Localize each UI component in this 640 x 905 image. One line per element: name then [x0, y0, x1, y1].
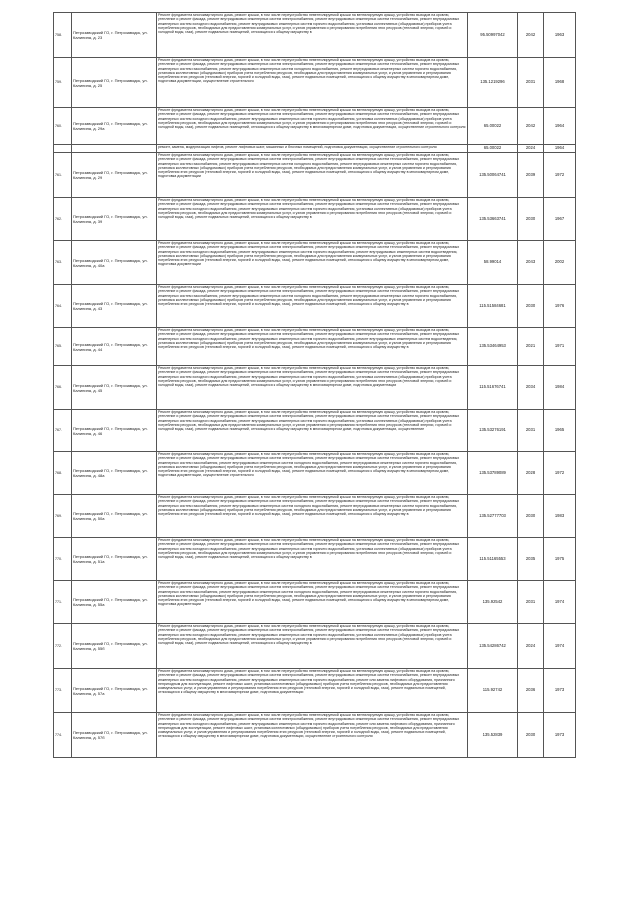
row-build-year: 1973 [544, 713, 576, 758]
row-cost: 115.51165553 [468, 538, 518, 581]
row-planned-year: 2030 [518, 285, 544, 328]
row-address: Петрозаводский ГО, г. Петрозаводск, ул. Калинина, д. 43 [72, 285, 157, 328]
row-address: Петрозаводский ГО, г. Петрозаводск, ул. Калинина, д. 40а [72, 241, 157, 285]
row-build-year: 1973 [544, 669, 576, 713]
table-row [54, 669, 576, 713]
row-cost: 135.53464953 [468, 328, 518, 366]
row-number [54, 145, 72, 153]
row-address: Петрозаводский ГО, г. Петрозаводск, ул. Калинина, д. 50а [72, 495, 157, 538]
row-planned-year: 2031 [518, 410, 544, 452]
row-build-year: 1974 [544, 581, 576, 624]
row-address: Петрозаводский ГО, г. Петрозаводск, ул. Калинина, д. 55б [72, 624, 157, 669]
row-cost: 95.50997042 [468, 13, 518, 58]
table-row [54, 495, 576, 538]
row-cost: 115.51676741 [468, 366, 518, 410]
row-build-year: 1974 [544, 624, 576, 669]
row-number: 761. [54, 153, 72, 198]
row-number: 760. [54, 108, 72, 145]
row-work-description: Ремонт фундамента многоквартирного дома, ремонт крыши, в том числе переустройство невентилируемой крыши на вентилируемую крышу, устройство выходов на кровлю, утепление и ремонт фасада, ремонт внутридомовых инженерных систем электроснабжения, ремонт внутридомовых инженерных систем теплоснабжения, ремонт внутридомовых инженерных систем холодного водоснабжения, ремонт внутридомовых инженерных систем горячего водоснабжения, установка коллективных (общедомовых) приборов учета потребления ресурсов, необходимых для предоставления коммунальных услуг, и узлов управления и регулирования потребления этих ресурсов (тепловой энергии, горячей и холодной воды, газа), ремонт подвальных помещений, относящихся к общему имуществу в [157, 198, 468, 241]
row-work-description: Ремонт фундамента многоквартирного дома, ремонт крыши, в том числе переустройство невентилируемой крыши на вентилируемую крышу, устройство выходов на кровлю, утепление и ремонт фасада, ремонт внутридомовых инженерных систем электроснабжения, ремонт внутридомовых инженерных систем теплоснабжения, ремонт внутридомовых инженерных систем холодного водоснабжения, ремонт внутридомовых инженерных систем горячего водоснабжения, ремонт или замена лифтового оборудования, признанного непригодным для эксплуатации, ремонт лифтовых шахт, установка коллективных (общедомовых) приборов учета потребления ресурсов, необходимых для предоставления коммунальных услуг, и узлов управления и регулирования потребления этих ресурсов (тепловой энергии, горячей и холодной воды, газа), ремонт подвальных помещений, относящихся к общему имуществу в многоквартирном доме, подготовка документации [157, 669, 468, 713]
table-row [54, 624, 576, 669]
row-build-year: 1968 [544, 58, 576, 108]
row-planned-year: 2024 [518, 624, 544, 669]
row-work-description: Ремонт фундамента многоквартирного дома, ремонт крыши, в том числе переустройство невентилируемой крыши на вентилируемую крышу, устройство выходов на кровлю, утепление и ремонт фасада, ремонт внутридомовых инженерных систем электроснабжения, ремонт внутридомовых инженерных систем теплоснабжения, ремонт внутридомовых инженерных систем холодного водоснабжения, ремонт внутридомовых инженерных систем горячего водоснабжения, установка коллективных (общедомовых) приборов учета потребления ресурсов, необходимых для предоставления коммунальных услуг, и узлов управления и регулирования потребления этих ресурсов (тепловой энергии, горячей и холодной воды, газа), ремонт подвальных помещений, относящихся к общему имуществу в [157, 538, 468, 581]
row-work-description: Ремонт фундамента многоквартирного дома, ремонт крыши, в том числе переустройство невентилируемой крыши на вентилируемую крышу, устройство выходов на кровлю, утепление и ремонт фасада, ремонт внутридомовых инженерных систем электроснабжения, ремонт внутридомовых инженерных систем теплоснабжения, ремонт внутридомовых инженерных систем газоснабжения, ремонт внутридомовых инженерных систем холодного водоснабжения, ремонт внутридомовых инженерных систем горячего водоснабжения, установка коллективных (общедомовых) приборов учета потребления ресурсов, необходимых для предоставления коммунальных услуг, и узлов управления и регулирования потребления этих ресурсов (тепловой энергии, горячей и холодной воды, газа), ремонт подвальных помещений, относящихся к общему имуществу в многоквартирном доме, подготовка документации [157, 153, 468, 198]
row-address: Петрозаводский ГО, г. Петрозаводск, ул. Калинина, д. 25 [72, 58, 157, 108]
row-address: Петрозаводский ГО, г. Петрозаводск, ул. Калинина, д. 23 [72, 13, 157, 58]
table-row [54, 410, 576, 452]
row-planned-year: 2021 [518, 328, 544, 366]
row-work-description: Ремонт фундамента многоквартирного дома, ремонт крыши, в том числе переустройство невентилируемой крыши на вентилируемую крышу, устройство выходов на кровлю, утепление и ремонт фасада, ремонт внутридомовых инженерных систем электроснабжения, ремонт внутридомовых инженерных систем теплоснабжения, ремонт внутридомовых инженерных систем холодного водоснабжения, ремонт внутридомовых инженерных систем горячего водоснабжения, ремонт внутридомовых инженерных систем водоотведения, установка коллективных (общедомовых) приборов учета потребления ресурсов, необходимых для предоставления коммунальных услуг, и узлов управления и регулирования потребления этих ресурсов (тепловой энергии, горячей и холодной воды, газа), ремонт подвальных помещений, относящихся к общему имуществу в [157, 328, 468, 366]
row-build-year: 1964 [544, 145, 576, 153]
row-address [72, 145, 157, 153]
row-address: Петрозаводский ГО, г. Петрозаводск, ул. Калинина, д. 48а [72, 452, 157, 495]
row-cost: 135.53276191 [468, 410, 518, 452]
row-address: Петрозаводский ГО, г. Петрозаводск, ул. Калинина, д. 45 [72, 366, 157, 410]
row-cost: 135.52839 [468, 713, 518, 758]
row-address: Петрозаводский ГО, г. Петрозаводск, ул. Калинина, д. 57а [72, 669, 157, 713]
row-number: 771. [54, 581, 72, 624]
row-number: 767. [54, 410, 72, 452]
table-row [54, 366, 576, 410]
row-planned-year: 2031 [518, 581, 544, 624]
row-number: 763. [54, 241, 72, 285]
row-address: Петрозаводский ГО, г. Петрозаводск, ул. Калинина, д. 29а [72, 108, 157, 145]
row-number: 758. [54, 13, 72, 58]
row-address: Петрозаводский ГО, г. Петрозаводск, ул. Калинина, д. 57б [72, 713, 157, 758]
row-work-description: Ремонт фундамента многоквартирного дома, ремонт крыши, в том числе переустройство невентилируемой крыши на вентилируемую крышу, устройство выходов на кровлю, утепление и ремонт фасада, ремонт внутридомовых инженерных систем электроснабжения, ремонт внутридомовых инженерных систем теплоснабжения, ремонт внутридомовых инженерных систем холодного водоснабжения, ремонт внутридомовых инженерных систем горячего водоснабжения, установка коллективных (общедомовых) приборов учета потребления ресурсов, необходимых для предоставления коммунальных услуг, и узлов управления и регулирования потребления этих ресурсов (тепловой энергии, горячей и холодной воды, газа), ремонт подвальных помещений, относящихся к общему имуществу в многоквартирном доме, подготовка документации, осуществление [157, 410, 468, 452]
row-number: 772. [54, 624, 72, 669]
row-address: Петрозаводский ГО, г. Петрозаводск, ул. Калинина, д. 46 [72, 410, 157, 452]
row-build-year: 1964 [544, 108, 576, 145]
row-cost: 135.52777703 [468, 495, 518, 538]
row-work-description: Ремонт фундамента многоквартирного дома, ремонт крыши, в том числе переустройство невентилируемой крыши на вентилируемую крышу, устройство выходов на кровлю, утепление и ремонт фасада, ремонт внутридомовых инженерных систем электроснабжения, ремонт внутридомовых инженерных систем теплоснабжения, ремонт внутридомовых инженерных систем холодного водоснабжения, ремонт внутридомовых инженерных систем горячего водоснабжения, ремонт или замена лифтового оборудования, признанного непригодным для эксплуатации, ремонт лифтовых шахт, установка коллективных (общедомовых) приборов учета потребления ресурсов, необходимых для предоставления коммунальных услуг, и узлов управления и регулирования потребления этих ресурсов (тепловой энергии, горячей и холодной воды, газа), ремонт подвальных помещений, относящихся к общему имуществу в многоквартирном доме, подготовка документации, осуществление строительного контроля [157, 713, 468, 758]
table-row [54, 198, 576, 241]
row-build-year: 1975 [544, 538, 576, 581]
row-cost: 135.50064741 [468, 153, 518, 198]
row-number: 769. [54, 495, 72, 538]
row-number: 764. [54, 285, 72, 328]
row-planned-year: 2030 [518, 495, 544, 538]
row-build-year: 1984 [544, 366, 576, 410]
row-cost: 135.92542 [468, 581, 518, 624]
row-build-year: 1967 [544, 198, 576, 241]
row-work-description: Ремонт фундамента многоквартирного дома, ремонт крыши, в том числе переустройство невентилируемой крыши на вентилируемую крышу, устройство выходов на кровлю, утепление и ремонт фасада, ремонт внутридомовых инженерных систем электроснабжения, ремонт внутридомовых инженерных систем теплоснабжения, ремонт внутридомовых инженерных систем газоснабжения, ремонт внутридомовых инженерных систем холодного водоснабжения, ремонт внутридомовых инженерных систем горячего водоснабжения, установка коллективных (общедомовых) приборов учета потребления ресурсов, необходимых для предоставления коммунальных услуг, и узлов управления и регулирования потребления этих ресурсов (тепловой энергии, горячей и холодной воды, газа), ремонт подвальных помещений, относящихся к общему имуществу в многоквартирном доме, подготовка документации, осуществление строительного [157, 452, 468, 495]
repair-program-table [53, 12, 576, 758]
row-planned-year: 2030 [518, 198, 544, 241]
table-row [54, 108, 576, 145]
row-work-description: ремонт, замена, модернизация лифтов, ремонт лифтовых шахт, машинных и блочных помещений, подготовка документации, осуществление строительного контроля [157, 145, 468, 153]
row-number: 766. [54, 366, 72, 410]
row-number: 765. [54, 328, 72, 366]
table-body [54, 13, 576, 758]
row-cost: 135.53663741 [468, 198, 518, 241]
row-cost: 65.00022 [468, 145, 518, 153]
row-address: Петрозаводский ГО, г. Петрозаводск, ул. Калинина, д. 55а [72, 581, 157, 624]
row-build-year: 1971 [544, 328, 576, 366]
row-work-description: Ремонт фундамента многоквартирного дома, ремонт крыши, в том числе переустройство невентилируемой крыши на вентилируемую крышу, устройство выходов на кровлю, утепление и ремонт фасада, ремонт внутридомовых инженерных систем электроснабжения, ремонт внутридомовых инженерных систем теплоснабжения, ремонт внутридомовых инженерных систем газоснабжения, ремонт внутридомовых инженерных систем холодного водоснабжения, ремонт внутридомовых инженерных систем горячего водоснабжения, установка коллективных (общедомовых) приборов учета потребления ресурсов, необходимых для предоставления коммунальных услуг, и узлов управления и регулирования потребления этих ресурсов (тепловой энергии, горячей и холодной воды, газа), ремонт подвальных помещений, относящихся к общему имуществу в многоквартирном доме, подготовка документации, осуществление строительного [157, 58, 468, 108]
row-planned-year: 2042 [518, 108, 544, 145]
row-number: 773. [54, 669, 72, 713]
row-work-description: Ремонт фундамента многоквартирного дома, ремонт крыши, в том числе переустройство невентилируемой крыши на вентилируемую крышу, устройство выходов на кровлю, утепление и ремонт фасада, ремонт внутридомовых инженерных систем электроснабжения, ремонт внутридомовых инженерных систем теплоснабжения, ремонт внутридомовых инженерных систем холодного водоснабжения, ремонт внутридомовых инженерных систем горячего водоснабжения, установка коллективных (общедомовых) приборов учета потребления ресурсов, необходимых для предоставления коммунальных услуг, и узлов управления и регулирования потребления этих ресурсов (тепловой энергии, горячей и холодной воды, газа), ремонт подвальных помещений, относящихся к общему имуществу в [157, 624, 468, 669]
table-row [54, 285, 576, 328]
row-work-description: Ремонт фундамента многоквартирного дома, ремонт крыши, в том числе переустройство невентилируемой крыши на вентилируемую крышу, устройство выходов на кровлю, утепление и ремонт фасада, ремонт внутридомовых инженерных систем электроснабжения, ремонт внутридомовых инженерных систем теплоснабжения, ремонт внутридомовых инженерных систем газоснабжения, ремонт внутридомовых инженерных систем холодного водоснабжения, ремонт внутридомовых инженерных систем горячего водоснабжения, установка коллективных (общедомовых) приборов учета потребления ресурсов, необходимых для предоставления коммунальных услуг, и узлов управления и регулирования потребления этих ресурсов (тепловой энергии, горячей и холодной воды, газа), ремонт подвальных помещений, относящихся к общему имуществу в многоквартирном доме, подготовка документации [157, 581, 468, 624]
row-build-year: 1976 [544, 285, 576, 328]
table-row [54, 241, 576, 285]
table-row [54, 13, 576, 58]
row-planned-year: 2043 [518, 241, 544, 285]
row-number: 768. [54, 452, 72, 495]
row-number: 759. [54, 58, 72, 108]
row-planned-year: 2031 [518, 58, 544, 108]
row-number: 770. [54, 538, 72, 581]
row-address: Петрозаводский ГО, г. Петрозаводск, ул. Калинина, д. 29 [72, 153, 157, 198]
row-cost: 58.99014 [468, 241, 518, 285]
row-address: Петрозаводский ГО, г. Петрозаводск, ул. Калинина, д. 51а [72, 538, 157, 581]
table-row [54, 58, 576, 108]
row-planned-year: 2035 [518, 538, 544, 581]
row-planned-year: 2030 [518, 713, 544, 758]
row-cost: 115.92742 [468, 669, 518, 713]
row-work-description: Ремонт фундамента многоквартирного дома, ремонт крыши, в том числе переустройство невентилируемой крыши на вентилируемую крышу, устройство выходов на кровлю, утепление и ремонт фасада, ремонт внутридомовых инженерных систем электроснабжения, ремонт внутридомовых инженерных систем теплоснабжения, ремонт внутридомовых инженерных систем холодного водоснабжения, ремонт внутридомовых инженерных систем горячего водоснабжения, ремонт внутридомовых инженерных систем водоотведения, установка коллективных (общедомовых) приборов учета потребления ресурсов, необходимых для предоставления коммунальных услуг, и узлов управления и регулирования потребления этих ресурсов (тепловой энергии, горячей и холодной воды, газа), ремонт подвальных помещений, относящихся к общему имуществу в многоквартирном доме, подготовка документации [157, 241, 468, 285]
table-row [54, 452, 576, 495]
row-number: 762. [54, 198, 72, 241]
row-cost: 135.53789089 [468, 452, 518, 495]
table-row [54, 328, 576, 366]
row-planned-year: 2039 [518, 153, 544, 198]
row-cost: 135.54286742 [468, 624, 518, 669]
row-planned-year: 2042 [518, 13, 544, 58]
document-page [53, 12, 575, 758]
row-work-description: Ремонт фундамента многоквартирного дома, ремонт крыши, в том числе переустройство невентилируемой крыши на вентилируемую крышу, устройство выходов на кровлю, утепление и ремонт фасада, ремонт внутридомовых инженерных систем электроснабжения, ремонт внутридомовых инженерных систем теплоснабжения, ремонт внутридомовых инженерных систем холодного водоснабжения, ремонт внутридомовых инженерных систем горячего водоснабжения, установка коллективных (общедомовых) приборов учета потребления ресурсов, необходимых для предоставления коммунальных услуг, и узлов управления и регулирования потребления этих ресурсов (тепловой энергии, горячей и холодной воды, газа), ремонт подвальных помещений, относящихся к общему имуществу в многоквартирном доме, подготовка документации [157, 366, 468, 410]
row-address: Петрозаводский ГО, г. Петрозаводск, ул. Калинина, д. 44 [72, 328, 157, 366]
row-work-description: Ремонт фундамента многоквартирного дома, ремонт крыши, в том числе переустройство невентилируемой крыши на вентилируемую крышу, устройство выходов на кровлю, утепление и ремонт фасада, ремонт внутридомовых инженерных систем электроснабжения, ремонт внутридомовых инженерных систем теплоснабжения, ремонт внутридомовых инженерных систем газоснабжения, ремонт внутридомовых инженерных систем холодного водоснабжения, ремонт внутридомовых инженерных систем горячего водоснабжения, установка коллективных (общедомовых) приборов учета потребления ресурсов, необходимых для предоставления коммунальных услуг, и узлов управления и регулирования потребления этих ресурсов (тепловой энергии, горячей и холодной воды, газа), ремонт подвальных помещений, относящихся к общему имуществу в [157, 285, 468, 328]
row-address: Петрозаводский ГО, г. Петрозаводск, ул. Калинина, д. 39 [72, 198, 157, 241]
row-planned-year: 2028 [518, 452, 544, 495]
row-cost: 115.51584681 [468, 285, 518, 328]
row-build-year: 1965 [544, 410, 576, 452]
row-build-year: 1963 [544, 13, 576, 58]
row-build-year: 1983 [544, 495, 576, 538]
row-work-description: Ремонт фундамента многоквартирного дома, ремонт крыши, в том числе переустройство невентилируемой крыши на вентилируемую крышу, устройство выходов на кровлю, утепление и ремонт фасада, ремонт внутридомовых инженерных систем электроснабжения, ремонт внутридомовых инженерных систем теплоснабжения, ремонт внутридомовых инженерных систем холодного водоснабжения, ремонт внутридомовых инженерных систем горячего водоснабжения, установка коллективных (общедомовых) приборов учета потребления ресурсов, необходимых для предоставления коммунальных услуг, и узлов управления и регулирования потребления этих ресурсов (тепловой энергии, горячей и холодной воды, газа), ремонт подвальных помещений, относящихся к общему имуществу в многоквартирном доме, подготовка документации, осуществление строительного контроля [157, 108, 468, 145]
row-planned-year: 2036 [518, 669, 544, 713]
row-work-description: Ремонт фундамента многоквартирного дома, ремонт крыши, в том числе переустройство невентилируемой крыши на вентилируемую крышу, устройство выходов на кровлю, утепление и ремонт фасада, ремонт внутридомовых инженерных систем электроснабжения, ремонт внутридомовых инженерных систем теплоснабжения, ремонт внутридомовых инженерных систем газоснабжения, ремонт внутридомовых инженерных систем холодного водоснабжения, ремонт внутридомовых инженерных систем горячего водоснабжения, установка коллективных (общедомовых) приборов учета потребления ресурсов, необходимых для предоставления коммунальных услуг, и узлов управления и регулирования потребления этих ресурсов (тепловой энергии, горячей и холодной воды, газа), ремонт подвальных помещений, относящихся к общему имуществу в [157, 495, 468, 538]
row-planned-year: 2034 [518, 366, 544, 410]
row-planned-year: 2024 [518, 145, 544, 153]
row-build-year: 2002 [544, 241, 576, 285]
row-work-description: Ремонт фундамента многоквартирного дома, ремонт крыши, в том числе переустройство невентилируемой крыши на вентилируемую крышу, устройство выходов на кровлю, утепление и ремонт фасада, ремонт внутридомовых инженерных систем электроснабжения, ремонт внутридомовых инженерных систем теплоснабжения, ремонт внутридомовых инженерных систем холодного водоснабжения, ремонт внутридомовых инженерных систем горячего водоснабжения, установка коллективных (общедомовых) приборов учета потребления ресурсов, необходимых для предоставления коммунальных услуг, и узлов управления и регулирования потребления этих ресурсов (тепловой энергии, горячей и холодной воды, газа), ремонт подвальных помещений, относящихся к общему имуществу в [157, 13, 468, 58]
table-row [54, 153, 576, 198]
table-row [54, 145, 576, 153]
row-cost: 135.1219296 [468, 58, 518, 108]
row-build-year: 1972 [544, 452, 576, 495]
row-number: 774. [54, 713, 72, 758]
table-row [54, 713, 576, 758]
table-row [54, 538, 576, 581]
table-row [54, 581, 576, 624]
row-cost: 65.00022 [468, 108, 518, 145]
row-build-year: 1972 [544, 153, 576, 198]
